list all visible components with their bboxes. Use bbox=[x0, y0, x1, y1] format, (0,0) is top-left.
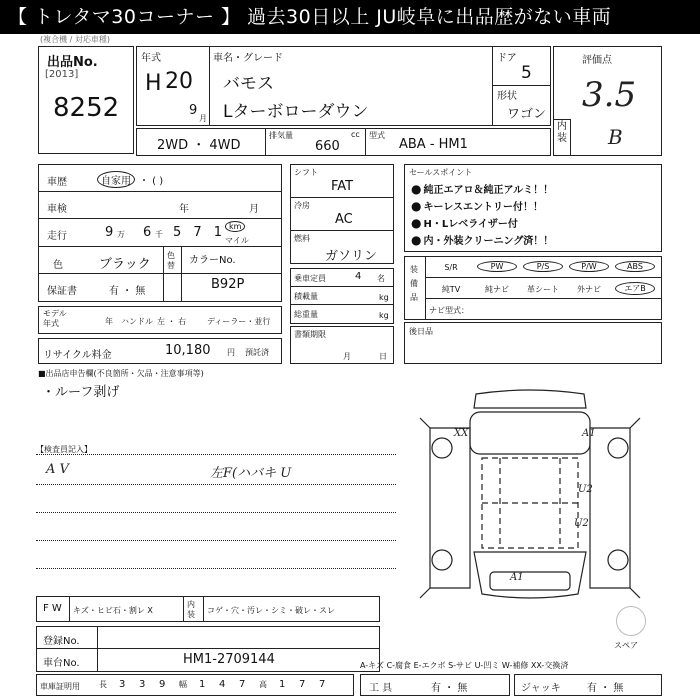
mileage-label: 走行 bbox=[47, 231, 67, 242]
cert-dims bbox=[99, 679, 339, 690]
mileage-km: km bbox=[225, 221, 245, 232]
equipment-box bbox=[404, 256, 662, 320]
doors-label: ドア bbox=[497, 53, 517, 64]
tools-value: 有 ・ 無 bbox=[431, 683, 468, 694]
aircon-label: 冷房 bbox=[294, 201, 310, 210]
year-era: H bbox=[145, 71, 162, 96]
inspection-year-unit: 年 bbox=[179, 204, 189, 215]
year-label: 年式 bbox=[141, 53, 161, 64]
doc-deadline-label: 書類期限 bbox=[294, 330, 326, 339]
recycle-row bbox=[38, 338, 282, 364]
fw-row bbox=[36, 596, 380, 622]
inspector-note-2: 左F(ハバキ U bbox=[210, 466, 292, 481]
recycle-unit: 円 bbox=[227, 348, 235, 357]
jack-value: 有 ・ 無 bbox=[587, 683, 624, 694]
jack-label: ジャッキ bbox=[521, 683, 561, 694]
sales-point-item: ● 純正エアロ＆純正アルミ！！ bbox=[411, 181, 553, 196]
cert-dim: 3 bbox=[139, 679, 146, 690]
color-code: B92P bbox=[211, 277, 245, 292]
equip-ext-navi: 外ナビ bbox=[577, 285, 601, 294]
total-unit: kg bbox=[379, 311, 389, 320]
capacity-box bbox=[290, 268, 394, 324]
equip-pw2: P/W bbox=[569, 261, 609, 272]
mileage-digits: 5 7 1 bbox=[173, 225, 227, 240]
color-change-label: 色替 bbox=[167, 251, 175, 270]
grade-box bbox=[553, 46, 662, 156]
fw-items: キズ・ヒビ石・割レ X bbox=[73, 606, 153, 615]
shape-label: 形状 bbox=[497, 91, 517, 102]
handle-value: 左 ・ 右 bbox=[157, 317, 187, 326]
model-year-unit: 年 bbox=[105, 317, 113, 326]
mileage-u1: 万 bbox=[117, 230, 125, 239]
equip-abs: ABS bbox=[615, 261, 655, 272]
recycle-label: リサイクル料金 bbox=[43, 350, 112, 361]
model-row bbox=[38, 306, 282, 334]
displacement-value: 660 bbox=[315, 139, 340, 154]
diagram-mark: XX bbox=[454, 428, 469, 439]
shape-value: ワゴン bbox=[507, 107, 547, 122]
mileage-mile: マイル bbox=[225, 236, 249, 245]
lot-number: 8252 bbox=[53, 93, 120, 123]
drive-row bbox=[136, 128, 551, 156]
sales-point-item: ● H・Lレベライザー付 bbox=[411, 215, 518, 230]
registration-box bbox=[36, 626, 380, 672]
warranty-label: 保証書 bbox=[47, 286, 77, 297]
doors-value: 5 bbox=[521, 63, 532, 83]
after-items-label: 後日品 bbox=[409, 327, 433, 336]
shift-value: FAT bbox=[331, 179, 354, 194]
history-value: 自家用 bbox=[97, 171, 135, 188]
type-label: 型式 bbox=[369, 131, 385, 140]
diagram-mark: U2 bbox=[578, 484, 593, 495]
diagram-mark: A1 bbox=[582, 428, 596, 439]
color-label: 色 bbox=[53, 260, 63, 271]
car-name-label: 車名・グレード bbox=[213, 53, 283, 64]
fuel-value: ガソリン bbox=[325, 249, 378, 264]
year-month-unit: 月 bbox=[199, 114, 207, 123]
doc-deadline-day: 日 bbox=[379, 352, 387, 361]
history-extra: ・ ( ) bbox=[139, 176, 164, 187]
car-diagram bbox=[410, 388, 650, 618]
type-value: ABA - HM1 bbox=[399, 137, 468, 152]
equip-airbag: エアB bbox=[615, 282, 655, 295]
recycle-value: 10,180 bbox=[165, 343, 211, 358]
model-year-label: モデル 年式 bbox=[43, 309, 67, 328]
cert-label: 車庫証明用 bbox=[40, 682, 80, 691]
handle-label: ハンドル bbox=[121, 317, 153, 326]
cert-dim: 1 bbox=[279, 679, 286, 690]
top-strip: (複合機 / 対応車種) bbox=[40, 35, 111, 44]
fw-label: F W bbox=[43, 603, 62, 614]
equip-ps: P/S bbox=[523, 261, 563, 272]
mileage-u2: 千 bbox=[155, 230, 163, 239]
sales-point-item: ● 内・外装クリーニング済！！ bbox=[411, 232, 553, 247]
cert-dim: 幅 bbox=[179, 680, 187, 689]
chassis-value: HM1-2709144 bbox=[183, 652, 275, 667]
load-unit: kg bbox=[379, 293, 389, 302]
cert-dim: 3 bbox=[119, 679, 126, 690]
displacement-label: 排気量 bbox=[269, 131, 293, 140]
car-grade: Lターボローダウン bbox=[223, 102, 369, 122]
total-label: 総重量 bbox=[294, 310, 318, 319]
equip-navi: 純ナビ bbox=[485, 285, 509, 294]
seller-notes-text: ・ルーフ剥げ bbox=[42, 385, 120, 400]
equipment-label: 装備品 bbox=[410, 265, 418, 302]
interior-grade-value: B bbox=[608, 125, 623, 149]
diagram-mark: A1 bbox=[510, 572, 524, 583]
riders-unit: 名 bbox=[377, 274, 385, 283]
dealer-label: ディーラー・並行 bbox=[207, 317, 271, 326]
year-value: 20 bbox=[165, 69, 193, 94]
aircon-value: AC bbox=[335, 212, 353, 227]
riders-label: 乗車定員 bbox=[294, 274, 326, 283]
navi-label: ナビ型式： bbox=[429, 306, 469, 315]
cert-dim: 9 bbox=[159, 679, 166, 690]
sales-points-label: セールスポイント bbox=[409, 168, 473, 177]
sales-point-item: ● キーレスエントリー付！！ bbox=[411, 198, 543, 213]
jack-box bbox=[514, 674, 662, 696]
damage-legend: A-キズ C-腐食 E-エクボ S-サビ U-凹ミ W-補修 XX-交換済 bbox=[360, 661, 569, 670]
lot-year-stamp: [2013] bbox=[45, 69, 79, 80]
diagram-mark: U2 bbox=[574, 518, 589, 529]
chassis-label: 車台No. bbox=[43, 658, 80, 669]
history-label: 車歴 bbox=[47, 177, 67, 188]
grade-label: 評価点 bbox=[582, 55, 612, 66]
shift-label: シフト bbox=[294, 168, 318, 177]
cert-dim: 1 bbox=[199, 679, 206, 690]
page-banner: 【 トレタマ30コーナー 】 過去30日以上 JU岐阜に出品歴がない車両 bbox=[0, 0, 700, 34]
color-value: ブラック bbox=[99, 257, 151, 272]
cert-dim: 7 bbox=[239, 679, 246, 690]
vehicle-header bbox=[136, 46, 551, 126]
tools-box bbox=[360, 674, 510, 696]
drive-text: 2WD ・ 4WD bbox=[157, 138, 241, 153]
spec-table bbox=[38, 164, 282, 302]
cert-dim: 4 bbox=[219, 679, 226, 690]
cert-dim: 高 bbox=[259, 680, 267, 689]
doc-deadline-box bbox=[290, 326, 394, 364]
cert-dim: 7 bbox=[319, 679, 326, 690]
fuel-label: 燃料 bbox=[294, 234, 310, 243]
reg-label: 登録No. bbox=[43, 636, 80, 647]
spare-tire-icon bbox=[616, 606, 646, 636]
middle-specs bbox=[290, 164, 394, 264]
cert-dim: 7 bbox=[299, 679, 306, 690]
equip-leather: 革シート bbox=[527, 285, 559, 294]
spare-label: スペア bbox=[614, 641, 638, 650]
seller-notes-label: ■出品店申告欄(不良箇所・欠品・注意事項等) bbox=[38, 369, 204, 378]
cert-row bbox=[36, 674, 354, 696]
inspection-month-unit: 月 bbox=[249, 204, 259, 215]
sales-points-box bbox=[404, 164, 662, 252]
lot-label: 出品No. bbox=[47, 55, 98, 70]
car-name: バモス bbox=[223, 74, 274, 94]
warranty-value: 有 ・ 無 bbox=[109, 286, 146, 297]
color-code-label: カラーNo. bbox=[189, 255, 236, 266]
equip-tv: 純TV bbox=[441, 285, 461, 294]
interior-label: 内装 bbox=[187, 600, 195, 619]
interior-grade-label: 内装 bbox=[557, 121, 567, 144]
after-items-box bbox=[404, 322, 662, 364]
mileage-v2: 6 bbox=[143, 225, 152, 240]
riders-value: 4 bbox=[355, 271, 362, 282]
tools-label: 工 具 bbox=[369, 683, 393, 694]
doc-deadline-month: 月 bbox=[343, 352, 351, 361]
cert-dim: 長 bbox=[99, 680, 107, 689]
lot-box bbox=[38, 46, 134, 154]
equip-sr: S/R bbox=[444, 263, 458, 272]
inspector-label: 【検査員記入】 bbox=[36, 445, 92, 454]
inspection-label: 車検 bbox=[47, 204, 67, 215]
year-month: 9 bbox=[189, 103, 198, 118]
load-label: 積載量 bbox=[294, 292, 318, 301]
inspector-note-1: A V bbox=[46, 462, 69, 477]
interior-items: コゲ・穴・汚レ・シミ・破レ・スレ bbox=[207, 606, 335, 615]
displacement-unit: cc bbox=[351, 130, 360, 139]
mileage-v1: 9 bbox=[105, 225, 114, 240]
equip-pw: PW bbox=[477, 261, 517, 272]
grade-value: 3.5 bbox=[582, 75, 637, 115]
recycle-note: 預託済 bbox=[245, 348, 269, 357]
